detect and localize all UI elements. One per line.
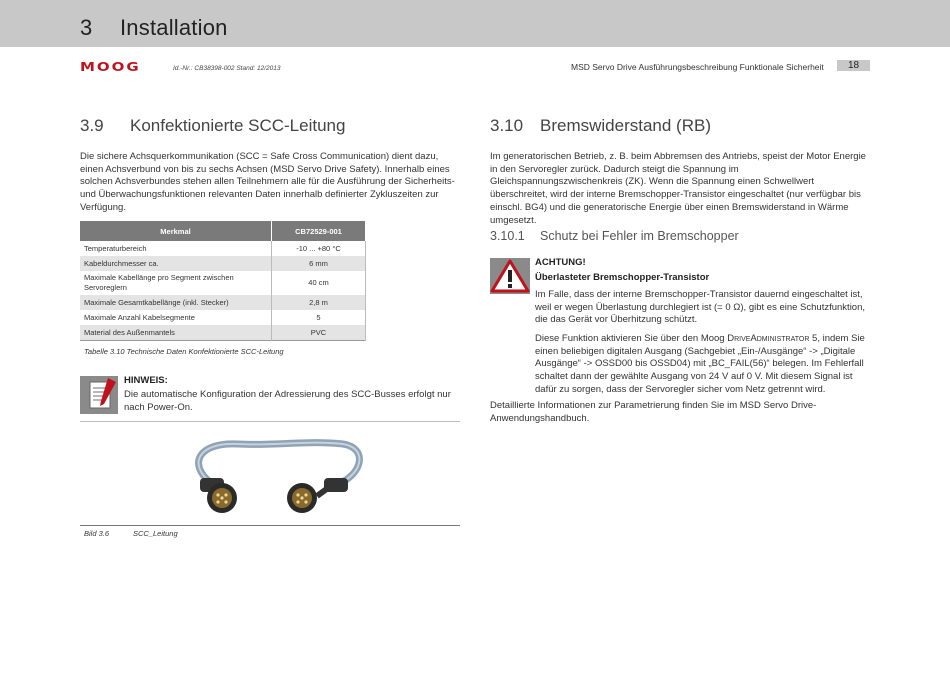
page-number: 18	[837, 60, 870, 71]
subsection-number: 3.10.1	[490, 229, 525, 243]
subsection-heading	[490, 229, 739, 243]
table-row	[80, 271, 366, 295]
table-row	[80, 256, 366, 271]
cable-image	[178, 434, 368, 518]
table-row	[80, 310, 366, 325]
section-number: 3.10	[490, 116, 524, 135]
figure-caption-label: Bild 3.6	[84, 529, 110, 538]
table-header-part: CB72529-001	[272, 221, 366, 241]
table-header-merkmal: Merkmal	[80, 221, 272, 241]
note-text: Die automatische Konfiguration der Adressierung des SCC-Busses erfolgt nur nach Power-On.	[124, 389, 451, 413]
doc-title: MSD Servo Drive Ausführungsbeschreibung Funktionale Sicherheit	[571, 62, 824, 72]
note-icon	[80, 376, 118, 414]
section-title: Konfektionierte SCC-Leitung	[130, 116, 346, 135]
table-cell-label: Temperaturbereich	[80, 241, 272, 256]
table-cell-value: 2,8 m	[272, 295, 366, 310]
table-row	[80, 241, 366, 256]
table-cell-label: Maximale Gesamtkabellänge (inkl. Stecker)	[80, 295, 272, 310]
note-title: HINWEIS:	[124, 375, 168, 386]
section-heading-3-9	[80, 116, 345, 136]
warning-paragraph-2-post: 5, indem Sie einen beliebigen digitalen Ausgang (Sachgebiet „Ein-/Ausgänge“ -> „Digitale Ausgänge“ -> OSSD00 bis OSSD04) mit „BC_FAIL(56)“ belegen. Im Fehlerfall schaltet dann der gewählte Ausgang von 24 V auf 0 V. Mit diesem Signal ist dafür zu sorgen, dass der Servoregler sicher vom Netz getrennt wird.	[535, 333, 865, 395]
table-caption: Tabelle 3.10 Technische Daten Konfektionierte SCC-Leitung	[84, 347, 284, 356]
warning-paragraph-2	[535, 333, 867, 397]
spec-table	[80, 221, 366, 341]
figure-caption-text: SCC_Leitung	[133, 529, 178, 538]
section-title: Bremswiderstand (RB)	[540, 116, 711, 135]
table-cell-value: 40 cm	[272, 271, 366, 295]
note-divider	[80, 421, 460, 422]
table-cell-label: Maximale Anzahl Kabelsegmente	[80, 310, 272, 325]
intro-paragraph-left: Die sichere Achsquerkommunikation (SCC = Safe Cross Communication) dient dazu, einen Achsverbund von bis zu sechs Achsen (MSD Servo Drive Safety). Innerhalb eines solchen Achsverbundes stehen allen Teilnehmern alle für die Ausführung der Sicherheits- und Überwachungsfunktionen relevanten Daten innerhalb definierter Zykluszeiten zur Verfügung.	[80, 151, 455, 213]
warning-paragraph-2-pre: Diese Funktion aktivieren Sie über den Moog	[535, 333, 728, 344]
drive-administrator-name: DriveAdministrator	[727, 333, 810, 344]
warning-subtitle: Überlasteter Bremschopper-Transistor	[535, 272, 710, 283]
table-cell-value: PVC	[272, 325, 366, 341]
table-row	[80, 325, 366, 341]
section-heading-3-10	[490, 116, 711, 136]
subsection-title: Schutz bei Fehler im Bremschopper	[540, 229, 739, 243]
table-cell-value: -10 ... +80 °C	[272, 241, 366, 256]
table-row	[80, 295, 366, 310]
chapter-heading	[80, 15, 228, 41]
closing-paragraph: Detaillierte Informationen zur Parametrierung finden Sie im MSD Servo Drive-Anwendungshandbuch.	[490, 400, 817, 424]
table-cell-value: 5	[272, 310, 366, 325]
chapter-number: 3	[80, 15, 93, 40]
chapter-title: Installation	[120, 15, 228, 40]
warning-icon	[490, 258, 530, 294]
moog-logo: MOOG	[80, 59, 141, 75]
table-cell-value: 6 mm	[272, 256, 366, 271]
section-number: 3.9	[80, 116, 104, 135]
table-cell-label: Kabeldurchmesser ca.	[80, 256, 272, 271]
intro-paragraph-right: Im generatorischen Betrieb, z. B. beim Abbremsen des Antriebs, speist der Motor Energie in den Servoregler zurück. Dadurch steigt die Spannung im Gleichspannungszwischenkreis (ZK). Wenn die Spannung einen Schwellwert überschreitet, wird der interne Bremschopper-Transistor eingeschaltet (nur verfügbar bis einschl. BG4) und die generatorische Energie über einen Bremswiderstand in Wärme umgesetzt.	[490, 151, 866, 226]
doc-id: Id.-Nr.: CB38398-002 Stand: 12/2013	[173, 65, 281, 72]
table-cell-label: Maximale Kabellänge pro Segment zwischen Servoreglern	[80, 271, 272, 295]
table-cell-label: Material des Außenmantels	[80, 325, 272, 341]
figure-divider	[80, 525, 460, 526]
warning-title: ACHTUNG!	[535, 257, 586, 268]
warning-paragraph-1: Im Falle, dass der interne Bremschopper-Transistor dauernd eingeschaltet ist, weil er wegen Überlastung durchlegiert ist (= 0 Ω), gibt es eine Schutzfunktion, die das Gerät vor Überhitzung schützt.	[535, 289, 866, 326]
